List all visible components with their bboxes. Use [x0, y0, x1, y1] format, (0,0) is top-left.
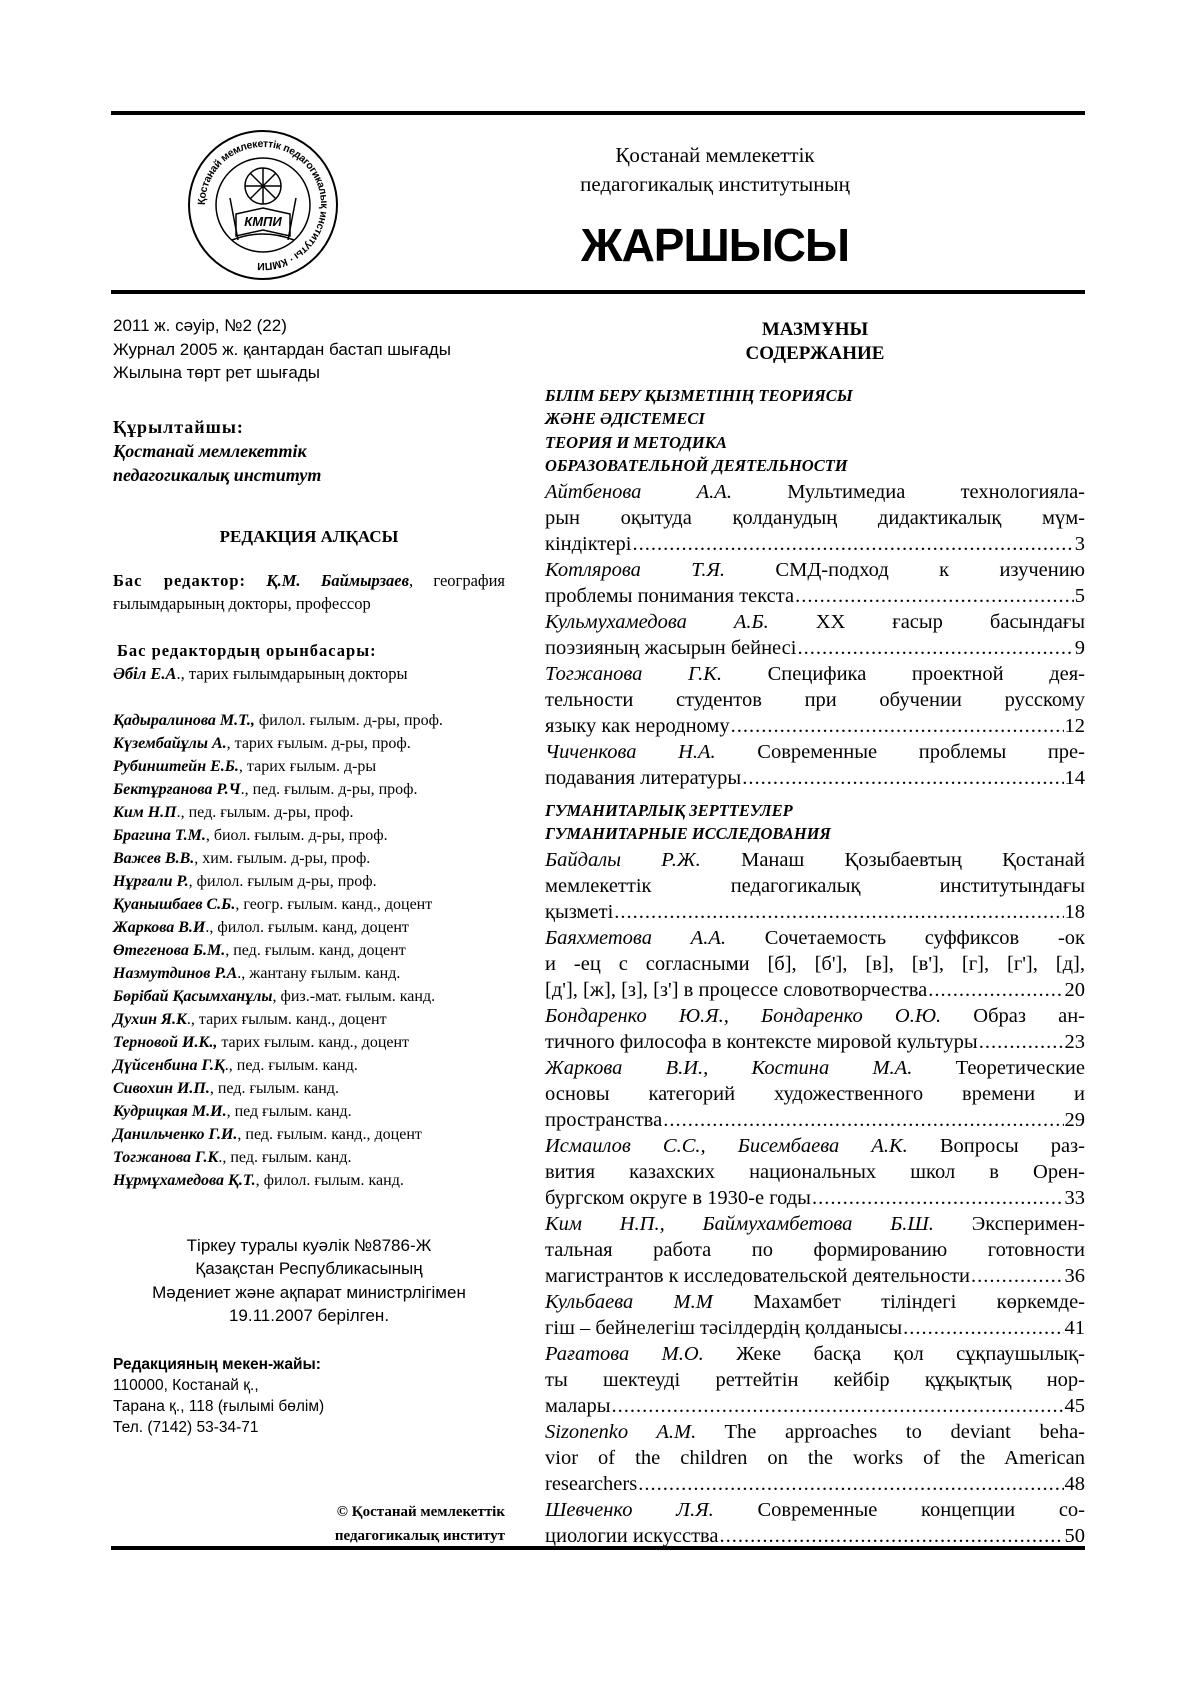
copyright-line: © Қостанай мемлекеттік [336, 1504, 505, 1520]
entry-title-text [545, 1393, 610, 1419]
entry-page-number[interactable]: 9 [1074, 637, 1085, 659]
section-heading-line: ЖӘНЕ ӘДІСТЕМЕСІ [545, 409, 705, 429]
board-member [113, 1169, 505, 1192]
entry-last-line [545, 1107, 1085, 1133]
entry-line [545, 557, 1085, 583]
member-name: Сивохин И.П. [113, 1080, 210, 1097]
toc-title-ru: СОДЕРЖАНИЕ [745, 343, 885, 364]
dot-leader [812, 1185, 1064, 1211]
board-member [113, 916, 505, 939]
toc-title-kz: МАЗМҰНЫ [761, 319, 869, 340]
entry-title-text: Мультимедиа технологияла- [731, 481, 1085, 503]
entry-title-text: The approaches to deviant beha- [696, 1421, 1085, 1443]
member-name: Нұрмұхамедова Қ.Т. [113, 1172, 256, 1189]
entry-author: Рағатова М.О. [545, 1343, 704, 1365]
entry-line [545, 1133, 1085, 1159]
dot-leader [795, 583, 1074, 609]
entry-title-text [545, 635, 796, 661]
member-degree: ., филол. ғылым. канд, доцент [205, 919, 409, 936]
registration-line: Қазақстан Республикасының [195, 1259, 423, 1279]
entry-author: Айтбенова А.А. [545, 481, 732, 503]
address-label: Редакцияның мекен-жайы: [113, 1356, 321, 1373]
entry-page-number[interactable]: 41 [1064, 1317, 1085, 1339]
board-member [113, 985, 505, 1008]
toc-entry[interactable] [545, 1419, 1085, 1497]
entry-author: Шевченко Л.Я. [545, 1499, 714, 1521]
dot-leader [903, 1315, 1063, 1341]
entry-page-number[interactable]: 23 [1064, 1031, 1085, 1053]
dot-leader [632, 531, 1073, 557]
entry-title-text: Эксперимен- [933, 1213, 1085, 1235]
chief-editor-desc: , география ғылымдарының докторы, профессор [113, 571, 506, 613]
member-name: Назмутдинов Р.А [113, 965, 238, 982]
toc-section-heading [545, 384, 1085, 477]
toc-entry[interactable] [545, 1133, 1085, 1211]
entry-title-text: қызметі [545, 901, 614, 923]
member-degree: , пед. ғылым. канд, доцент [225, 942, 406, 959]
entry-author: Бондаренко Ю.Я., Бондаренко О.Ю. [545, 1005, 942, 1027]
phone: Тел. (7142) 53-34-71 [113, 1419, 259, 1436]
dot-leader [614, 899, 1063, 925]
entry-page-number[interactable]: 12 [1064, 715, 1085, 737]
entry-title-text [545, 1523, 719, 1549]
member-degree: , пед ғылым. канд. [226, 1103, 352, 1120]
entry-title-text [545, 1263, 970, 1289]
dot-leader [742, 765, 1063, 791]
entry-title-text: Манаш Қозыбаевтың Қостанай [700, 849, 1085, 871]
member-name: Терновой И.К., [113, 1034, 218, 1051]
editorial-board-title: РЕДАКЦИЯ АЛҚАСЫ [219, 527, 399, 546]
entry-title-text [545, 1185, 811, 1211]
entry-page-number[interactable]: 14 [1064, 767, 1085, 789]
entry-page-number[interactable]: 29 [1064, 1109, 1085, 1131]
entry-author: Кульбаева М.М [545, 1291, 713, 1313]
entry-last-line [545, 1315, 1085, 1341]
entry-title-text: тельности студентов при обучении русскому [545, 689, 1085, 711]
member-name: Тогжанова Г.К [113, 1149, 219, 1166]
issue-since: Журнал 2005 ж. қантардан бастап шығады [113, 339, 451, 359]
entry-title-text: бургском округе в 1930-е годы [545, 1187, 811, 1209]
member-degree: ., тарих ғылым. канд., доцент [186, 1011, 387, 1028]
entry-last-line [545, 1393, 1085, 1419]
entry-title-text: языку как неродному [545, 715, 730, 737]
entry-title-text: вития казахских национальных школ в Орен- [545, 1161, 1085, 1183]
toc-entry[interactable] [545, 1341, 1085, 1419]
chief-editor-name: Қ.М. Баймырзаев [266, 571, 409, 590]
entry-line [545, 1055, 1085, 1081]
section-heading-line: ГУМАНИТАРНЫЕ ИССЛЕДОВАНИЯ [545, 824, 831, 844]
toc-entry[interactable] [545, 557, 1085, 609]
dot-leader [971, 1263, 1063, 1289]
toc-entry[interactable] [545, 1497, 1085, 1549]
entry-title-text: Образ ан- [941, 1005, 1085, 1027]
toc-section-entries [545, 479, 1085, 791]
toc-section-heading [545, 799, 1085, 846]
entry-line [545, 925, 1085, 951]
board-members [113, 709, 505, 1192]
entry-page-number[interactable]: 18 [1064, 901, 1085, 923]
seal-icon [186, 128, 340, 282]
entry-author: Исмаилов С.С., Бисембаева А.К. [545, 1135, 908, 1157]
member-degree: , биол. ғылым. д-ры, проф. [205, 827, 388, 844]
entry-last-line [545, 1185, 1085, 1211]
entry-author: Кульмухамедова А.Б. [545, 611, 769, 633]
entry-title-text [545, 977, 927, 1003]
deputy-editor-label: Бас редактордың орынбасары: [117, 641, 377, 660]
board-member [113, 939, 505, 962]
member-name: Брагина Т.М. [113, 827, 206, 844]
board-member [113, 1054, 505, 1077]
entry-title-text: Современные проблемы пре- [715, 741, 1085, 763]
board-member [113, 824, 505, 847]
entry-author: Байдалы Р.Ж. [545, 849, 701, 871]
member-name: Күзембайұлы А. [113, 735, 227, 752]
entry-last-line [545, 635, 1085, 661]
entry-title-text: магистрантов к исследовательской деятельности [545, 1265, 971, 1287]
entry-page-number[interactable]: 48 [1064, 1473, 1085, 1495]
toc-entry[interactable] [545, 1289, 1085, 1341]
entry-title-text [545, 1029, 978, 1055]
entry-title-text: подавания литературы [545, 767, 742, 789]
board-member [113, 1123, 505, 1146]
entry-line [545, 1367, 1085, 1393]
member-name: Данильченко Г.И. [113, 1126, 238, 1143]
dot-leader [979, 1029, 1064, 1055]
toc-entry[interactable] [545, 1211, 1085, 1289]
entry-line [545, 661, 1085, 687]
board-member [113, 893, 505, 916]
entry-title-text: СМД-подход к изучению [725, 559, 1085, 581]
entry-title-text: ты шектеуді реттейтін кейбір құқықтық нор- [545, 1369, 1085, 1391]
entry-title-text [545, 583, 794, 609]
entry-title-text [545, 1471, 637, 1497]
board-member [113, 1008, 505, 1031]
member-name: Рубинштейн Е.Б. [113, 758, 239, 775]
member-name: Бөрібай Қасымханұлы [113, 988, 273, 1005]
entry-line [545, 1003, 1085, 1029]
member-degree: , пед. ғылым. канд. [209, 1080, 339, 1097]
deputy-editor-name: Әбіл Е.А [113, 664, 177, 683]
entry-line [545, 1497, 1085, 1523]
member-degree: ., пед. ғылым. канд. [224, 1057, 358, 1074]
member-degree: ., пед. ғылым. д-ры, проф. [240, 781, 418, 798]
entry-title-text [545, 1107, 662, 1133]
entry-title-text: проблемы понимания текста [545, 585, 795, 607]
deputy-editor [113, 639, 509, 685]
entry-title-text: Специфика проектной дея- [722, 663, 1085, 685]
entry-title-text: гіш – бейнелегіш тәсілдердің қолданысы [545, 1317, 903, 1339]
entry-title-text: Махамбет тіліндегі көркемде- [712, 1291, 1085, 1313]
dot-leader [797, 635, 1073, 661]
board-member [113, 732, 505, 755]
board-member [113, 778, 505, 801]
entry-title-text: Современные концепции со- [713, 1499, 1085, 1521]
board-member [113, 1146, 505, 1169]
entry-title-text: мемлекеттік педагогикалық институтындағы [545, 875, 1085, 897]
member-degree: , физ.-мат. ғылым. канд. [272, 988, 436, 1005]
issue-frequency: Жылына төрт рет шығады [113, 363, 320, 383]
toc-entry[interactable] [545, 1055, 1085, 1133]
entry-title-text: [д'], [ж], [з], [з'] в процессе словотворчества [545, 979, 928, 1001]
member-name: Қадыралинова М.Т., [113, 712, 255, 729]
registration-line: Мәдениет және ақпарат министрлігімен [152, 1282, 466, 1302]
entry-line [545, 873, 1085, 899]
chief-editor-label: Бас редактор: [113, 571, 247, 590]
section-heading-line: ГУМАНИТАРЛЫҚ ЗЕРТТЕУЛЕР [545, 801, 793, 820]
entry-page-number[interactable]: 45 [1064, 1395, 1085, 1417]
member-name: Өтегенова Б.М. [113, 942, 226, 959]
top-rule [111, 111, 1085, 115]
member-degree: ., жантану ғылым. канд. [237, 965, 401, 982]
entry-line [545, 479, 1085, 505]
board-member [113, 1077, 505, 1100]
entry-last-line [545, 713, 1085, 739]
deputy-editor-desc: ., тарих ғылымдарының докторы [176, 664, 408, 683]
section-heading-line: ТЕОРИЯ И МЕТОДИКА [545, 432, 727, 452]
board-member [113, 847, 505, 870]
copyright [113, 1500, 505, 1548]
entry-line [545, 1445, 1085, 1471]
board-member [113, 1100, 505, 1123]
member-name: Духин Я.К [113, 1011, 187, 1028]
entry-author: Ким Н.П., Баймухамбетова Б.Ш. [545, 1213, 934, 1235]
dot-leader [663, 1107, 1063, 1133]
editorial-address [113, 1354, 324, 1438]
member-degree: , тарих ғылым. д-ры, проф. [226, 735, 411, 752]
entry-last-line [545, 1471, 1085, 1497]
entry-title-text: тальная работа по формированию готовности [545, 1239, 1085, 1261]
entry-title-text: поэзияның жасырын бейнесі [545, 637, 797, 659]
toc-entry[interactable] [545, 847, 1085, 925]
entry-last-line [545, 1523, 1085, 1549]
entry-title-text: vior of the children on the works of the American [545, 1447, 1085, 1469]
entry-line [545, 1341, 1085, 1367]
board-member [113, 1031, 505, 1054]
member-name: Қуанышбаев С.Б. [113, 896, 236, 913]
entry-page-number[interactable]: 36 [1064, 1265, 1085, 1287]
toc-entry[interactable] [545, 661, 1085, 739]
entry-last-line [545, 765, 1085, 791]
entry-page-number[interactable]: 20 [1064, 979, 1085, 1001]
member-degree: ., пед. ғылым. канд. [218, 1149, 352, 1166]
entry-author: Тогжанова Г.К. [545, 663, 722, 685]
entry-title-text: ХХ ғасыр басындағы [768, 611, 1086, 633]
entry-last-line [545, 977, 1085, 1003]
entry-line [545, 847, 1085, 873]
entry-title-text: Сочетаемость суффиксов -ок [725, 927, 1085, 949]
founder-block [113, 415, 321, 487]
dot-leader [638, 1471, 1063, 1497]
entry-author: Жаркова В.И., Костина М.А. [545, 1057, 913, 1079]
entry-title-text: и -ец с согласными [б], [б'], [в], [в'], [г], [г'], [д], [545, 953, 1085, 975]
entry-title-text: малары [545, 1395, 611, 1417]
member-name: Жаркова В.И [113, 919, 206, 936]
entry-title-text: рын оқытуда қолданудың дидактикалық мүм- [545, 507, 1085, 529]
registration-line: Тіркеу туралы куәлік №8786-Ж [186, 1236, 432, 1255]
toc-entry[interactable] [545, 479, 1085, 557]
member-degree: , геогр. ғылым. канд., доцент [235, 896, 433, 913]
issue-date: 2011 ж. сәуір, №2 (22) [113, 316, 287, 335]
svg-text:КМПИ: КМПИ [244, 214, 282, 229]
entry-last-line [545, 1263, 1085, 1289]
entry-line [545, 687, 1085, 713]
entry-title-text: тичного философа в контексте мировой культуры [545, 1031, 978, 1053]
dot-leader [720, 1523, 1064, 1549]
copyright-line: педагогикалық институт [334, 1528, 505, 1544]
entry-author: Sizonenko A.M. [545, 1421, 697, 1443]
entry-line [545, 1237, 1085, 1263]
dot-leader [928, 977, 1063, 1003]
entry-title-text: Вопросы раз- [907, 1135, 1085, 1157]
toc-entry[interactable] [545, 609, 1085, 661]
registration-line: 19.11.2007 берілген. [228, 1306, 390, 1326]
entry-title-text: циологии искусства [545, 1525, 719, 1547]
entry-page-number[interactable]: 33 [1064, 1187, 1085, 1209]
institute-logo [186, 128, 340, 282]
entry-line [545, 1419, 1085, 1445]
entry-last-line [545, 899, 1085, 925]
entry-last-line [545, 583, 1085, 609]
section-heading-line: ОБРАЗОВАТЕЛЬНОЙ ДЕЯТЕЛЬНОСТИ [545, 455, 848, 475]
member-degree: , пед. ғылым. канд., доцент [237, 1126, 422, 1143]
entry-last-line [545, 531, 1085, 557]
board-member [113, 870, 505, 893]
entry-title-text: пространства [545, 1109, 663, 1131]
toc-entry[interactable] [545, 739, 1085, 791]
member-name: Нұрғали Р. [113, 873, 189, 890]
entry-title-text: researchers [545, 1473, 638, 1495]
board-member [113, 801, 505, 824]
toc-title [545, 318, 1085, 366]
member-name: Дүйсенбина Г.Қ [113, 1057, 225, 1074]
entry-page-number[interactable]: 3 [1074, 533, 1085, 555]
member-name: Важев В.В. [113, 850, 195, 867]
entry-title-text [545, 765, 741, 791]
entry-title-text [545, 713, 730, 739]
founder-label: Құрылтайшы: [113, 417, 244, 437]
entry-author: Котлярова Т.Я. [545, 559, 726, 581]
entry-title-text: основы категорий художественного времени и [545, 1083, 1085, 1105]
entry-title-text [545, 1315, 902, 1341]
member-degree: , хим. ғылым. д-ры, проф. [194, 850, 371, 867]
entry-line [545, 505, 1085, 531]
entry-title-text [545, 899, 613, 925]
svg-text:Қостанай мемлекеттік педагогик: Қостанай мемлекеттік педагогикалық институты · КМПИ [195, 137, 331, 273]
entry-line [545, 1211, 1085, 1237]
entry-line [545, 1081, 1085, 1107]
chief-editor [113, 569, 505, 615]
founder-line: Қостанай мемлекеттік [113, 441, 307, 461]
board-member [113, 709, 505, 732]
entry-last-line [545, 1029, 1085, 1055]
member-degree: филол. ғылым. д-ры, проф. [254, 712, 443, 729]
entry-line [545, 1159, 1085, 1185]
entry-line [545, 609, 1085, 635]
dot-leader [731, 713, 1064, 739]
section-heading-line: БІЛІМ БЕРУ ҚЫЗМЕТІНІҢ ТЕОРИЯСЫ [545, 386, 853, 405]
member-name: Кудрицкая М.И. [113, 1103, 227, 1120]
header-line-1: Қостанай мемлекеттік [615, 143, 815, 167]
registration-info [113, 1234, 505, 1328]
entry-author: Баяхметова А.А. [545, 927, 726, 949]
board-member [113, 755, 505, 778]
member-degree: , филол. ғылым д-ры, проф. [188, 873, 377, 890]
address-line: Тарана қ., 118 (ғылымі бөлім) [113, 1398, 325, 1415]
header-line-2: педагогикалық институтының [580, 172, 850, 196]
dot-leader [611, 1393, 1063, 1419]
header-rule [111, 290, 1085, 294]
member-degree: , филол. ғылым. канд. [255, 1172, 404, 1189]
toc-entry[interactable] [545, 1003, 1085, 1055]
entry-author: Чиченкова Н.А. [545, 741, 716, 763]
entry-title-text: кіндіктері [545, 533, 632, 555]
address-line: 110000, Костанай қ., [113, 1377, 259, 1394]
issue-info [113, 314, 451, 385]
toc-section-entries [545, 847, 1085, 1549]
entry-title-text: Теоретические [912, 1057, 1085, 1079]
founder-line: педагогикалық институт [113, 465, 322, 485]
member-degree: тарих ғылым. канд., доцент [217, 1034, 410, 1051]
entry-line [545, 951, 1085, 977]
member-degree: ., пед. ғылым. д-ры, проф. [176, 804, 354, 821]
entry-title-text [545, 531, 631, 557]
member-name: Бектұрғанова Р.Ч [113, 781, 241, 798]
member-name: Ким Н.П [113, 804, 177, 821]
entry-page-number[interactable]: 5 [1074, 585, 1085, 607]
entry-page-number[interactable]: 50 [1064, 1525, 1085, 1547]
board-member [113, 962, 505, 985]
entry-title-text: Жеке басқа қол сұқпаушылық- [703, 1343, 1085, 1365]
entry-line [545, 739, 1085, 765]
entry-line [545, 1289, 1085, 1315]
member-degree: , тарих ғылым. д-ры [238, 758, 377, 775]
journal-title: ЖАРШЫСЫ [581, 219, 849, 271]
toc-entry[interactable] [545, 925, 1085, 1003]
